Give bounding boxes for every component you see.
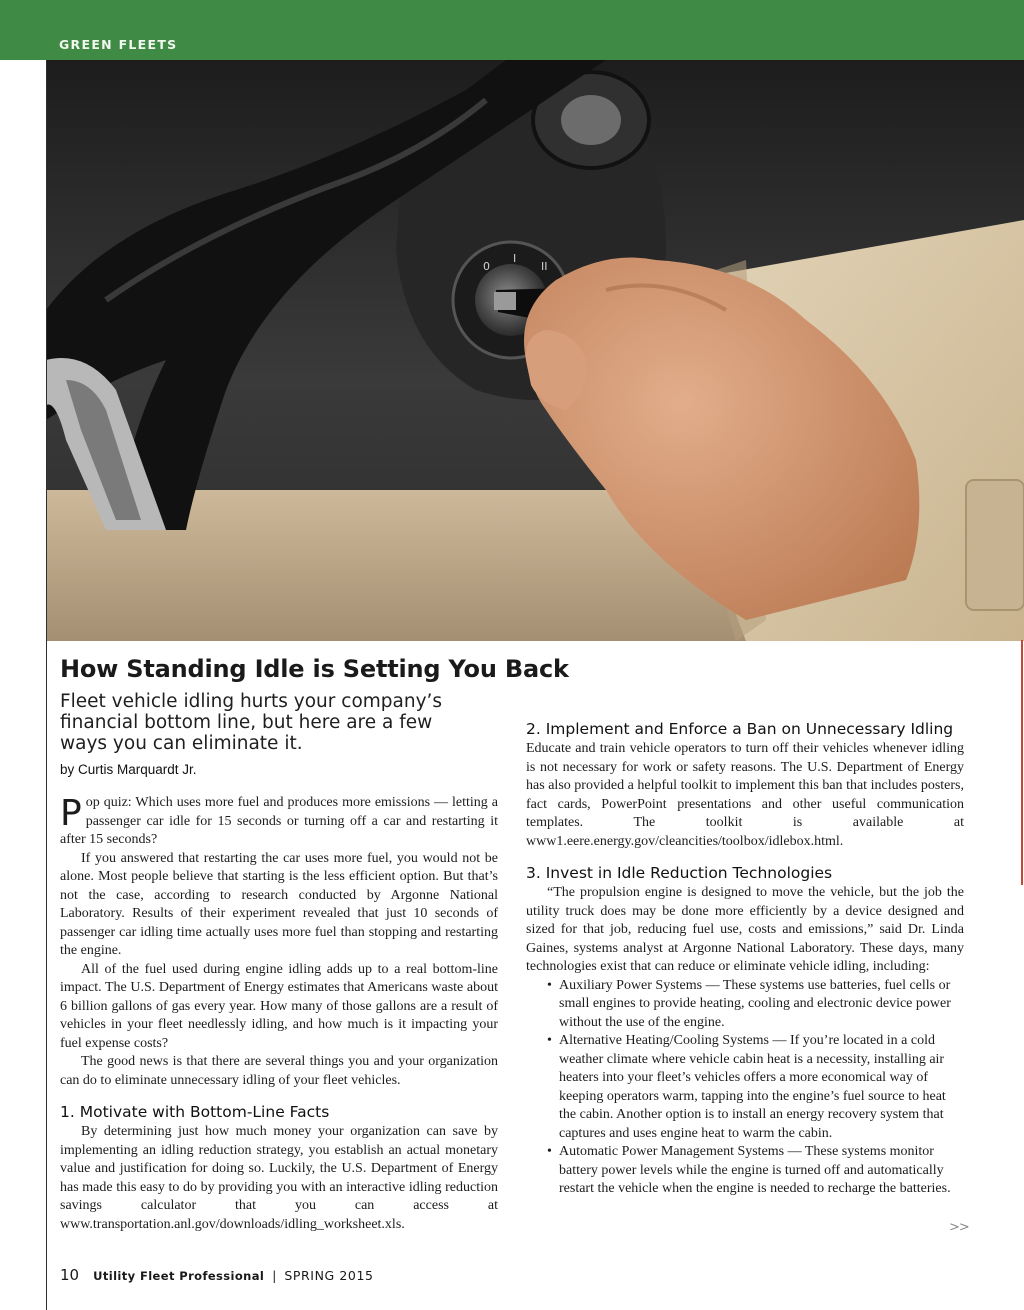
section-2-heading: 2. Implement and Enforce a Ban on Unnecessary Idling (526, 720, 954, 738)
upper-switch-cap (561, 95, 621, 145)
section-1-heading: 1. Motivate with Bottom-Line Facts (60, 1103, 330, 1121)
section-3-heading: 3. Invest in Idle Reduction Technologies (526, 864, 833, 882)
list-item-text: Alternative Heating/Cooling Systems — If you’re located in a cold weather climate where vehicle cabin heat is a necessity, installing air heaters into your fleet’s vehicles offers a more economical way of keeping operators warm, tapping into the engine’s fuel source to heat the cabin. Another option is to install an energy recovery system that captures and uses engine heat to warm the cabin. (559, 1033, 946, 1141)
section-label: GREEN FLEETS (59, 37, 178, 52)
ignition-mark-0: 0 (483, 260, 490, 273)
body-paragraph-2: If you answered that restarting the car uses more fuel, you would not be alone. Most people believe that starting is the less efficient option. But that’s not the case, according to research conducted by Argonne National Laboratory. Results of their experiment revealed that just 10 seconds of passenger car idling time actually uses more fuel than stopping and restarting the engine. (60, 850, 498, 958)
article-title: How Standing Idle is Setting You Back (60, 655, 569, 683)
technology-list (526, 977, 964, 1199)
bullet-icon: • (547, 977, 552, 993)
section-2-body: Educate and train vehicle operators to turn off their vehicles whenever idling is not necessary for work or safety reasons. The U.S. Department of Energy has also provided a helpful toolkit to implement this ban that includes posters, fact cards, PowerPoint presentations and other useful communication templates. The toolkit is available at www1.eere.energy.gov/cleancities/toolbox/idlebox.html. (526, 741, 964, 849)
right-edge-accent (1021, 640, 1023, 885)
intro-text: op quiz: Which uses more fuel and produces more emissions — letting a passenger car idle for 15 seconds or turning off a car and restarting it after 15 seconds? (60, 795, 498, 847)
intro-paragraph (60, 794, 498, 850)
right-column (526, 720, 964, 1199)
list-item (547, 1143, 964, 1199)
section-3-body: “The propulsion engine is designed to move the vehicle, but the job the utility truck does may be done more efficiently by a device designed and sized for that job, reducing fuel use, costs and emissions,” said Dr. Linda Gaines, systems analyst at Argonne National Laboratory. These days, many technologies exist that can reduce or eliminate vehicle idling, including: (526, 885, 964, 974)
article-photo (46, 60, 1024, 641)
list-item (547, 977, 964, 1033)
byline: by Curtis Marquardt Jr. (60, 762, 197, 777)
footer-separator: | (272, 1269, 277, 1283)
continued-arrow-icon: >> (949, 1220, 969, 1235)
page-number: 10 (60, 1266, 80, 1284)
issue-label: SPRING 2015 (284, 1268, 374, 1283)
drop-cap: P (60, 793, 82, 834)
section-1-body: By determining just how much money your organization can save by implementing an idling reduction strategy, you establish an actual monetary value and justification for doing so. Luckily, the U.S. Department of Energy has made this easy to do by providing you with an interactive idling reduction savings calculator that you can access at www.transportation.anl.gov/downloads/idling_worksheet.xls. (60, 1124, 498, 1232)
left-column (60, 794, 498, 1234)
article-deck: Fleet vehicle idling hurts your company’s financial bottom line, but here are a few ways you can eliminate it. (60, 691, 443, 754)
bullet-icon: • (547, 1144, 552, 1159)
ignition-mark-1: I (513, 252, 517, 265)
body-paragraph-4: The good news is that there are several things you and your organization can do to eliminate unnecessary idling of your fleet vehicles. (60, 1054, 498, 1088)
list-item-text: Automatic Power Management Systems — These systems monitor battery power levels while the engine is turned off and automatically restart the vehicle when the engine is needed to recharge the batteries. (559, 1144, 951, 1196)
list-item-text: Auxiliary Power Systems — These systems use batteries, fuel cells or small engines to provide heating, cooling and electronic device power without the use of the engine. (559, 977, 951, 1030)
list-item (547, 1032, 964, 1143)
ignition-mark-2: II (541, 260, 548, 273)
key-blade (494, 292, 516, 310)
vent-slot (966, 480, 1024, 610)
left-margin-rule (46, 60, 47, 1310)
page-footer (60, 1266, 374, 1285)
bullet-icon: • (547, 1033, 552, 1048)
body-paragraph-3: All of the fuel used during engine idling adds up to a real bottom-line impact. The U.S. Department of Energy estimates that Americans waste about 6 billion gallons of gas every year. How many of those gallons are a result of vehicles in your fleet needlessly idling, and how much is it impacting your fuel expense costs? (60, 961, 498, 1051)
magazine-name: Utility Fleet Professional (93, 1269, 265, 1283)
ignition-key-illustration (46, 60, 1024, 641)
